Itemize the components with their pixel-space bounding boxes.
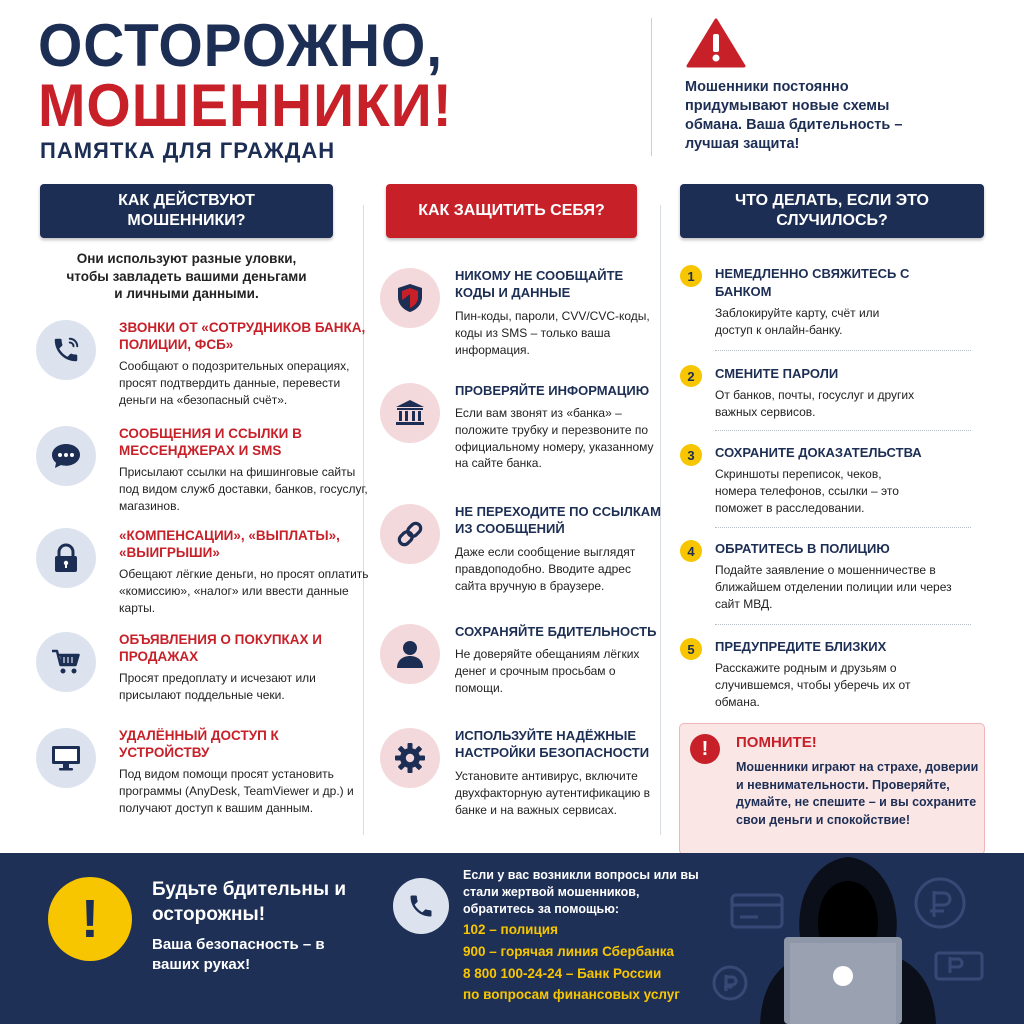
column-heading-protect	[386, 184, 637, 238]
footer-help-line: по вопросам финансовых услуг	[463, 987, 680, 1002]
protect-item-text: Пин-коды, пароли, CVV/CVC-коды, коды из SMS – только ваша информация.	[455, 309, 650, 357]
footer-slogan-sub: Ваша безопасность – в ваших руках!	[152, 936, 325, 973]
remember-text: Мошенники играют на страхе, доверии и невнимательности. Проверяйте, думайте, не спешите – и вы сохраните свои деньги и спокойствие!	[736, 760, 979, 827]
step-number: 4	[680, 540, 702, 562]
page-title-line2: МОШЕННИКИ!	[38, 72, 453, 139]
gear-icon	[380, 728, 440, 788]
column-heading-what-to-do-text: ЧТО ДЕЛАТЬ, ЕСЛИ ЭТО СЛУЧИЛОСЬ?	[735, 192, 929, 229]
how-item-text: Обещают лёгкие деньги, но просят оплатить «комиссию», «налог» или ввести данные карты.	[119, 567, 369, 615]
how-item-text: Сообщают о подозрительных операциях, просят подтвердить данные, перевести деньги на «безопасный счёт».	[119, 359, 350, 407]
protect-item-title: НИКОМУ НЕ СООБЩАЙТЕ КОДЫ И ДАННЫЕ	[455, 268, 624, 300]
how-item-title: «КОМПЕНСАЦИИ», «ВЫПЛАТЫ», «ВЫИГРЫШИ»	[119, 528, 340, 560]
page-subtitle: ПАМЯТКА ДЛЯ ГРАЖДАН	[40, 138, 336, 163]
protect-item-text: Не доверяйте обещаниям лёгких денег и срочным просьбам о помощи.	[455, 647, 640, 695]
column-heading-how-text: КАК ДЕЙСТВУЮТ МОШЕННИКИ?	[118, 192, 255, 229]
step-title: НЕМЕДЛЕННО СВЯЖИТЕСЬ С БАНКОМ	[715, 266, 910, 299]
protect-item-text: Если вам звонят из «банка» – положите трубку и перезвоните по официальному номеру, указанному на сайте банка.	[455, 406, 654, 471]
header-note: Мошенники постоянно придумывают новые схемы обмана. Ваша бдительность – лучшая защита!	[685, 79, 903, 152]
how-item-title: УДАЛЁННЫЙ ДОСТУП К УСТРОЙСТВУ	[119, 728, 279, 760]
protect-item-title: ИСПОЛЬЗУЙТЕ НАДЁЖНЫЕ НАСТРОЙКИ БЕЗОПАСНОСТИ	[455, 728, 650, 760]
footer-help-line: 900 – горячая линия Сбербанка	[463, 944, 675, 959]
footer-help-line: 8 800 100-24-24 – Банк России	[463, 966, 662, 981]
how-item-title: СООБЩЕНИЯ И ССЫЛКИ В МЕССЕНДЖЕРАХ И SMS	[119, 426, 302, 458]
chat-bubble-icon	[36, 426, 96, 486]
lock-icon	[36, 528, 96, 588]
person-icon	[380, 624, 440, 684]
remember-box	[679, 723, 985, 855]
step-separator	[715, 350, 971, 351]
monitor-icon	[36, 728, 96, 788]
column-heading-protect-text: КАК ЗАЩИТИТЬ СЕБЯ?	[418, 202, 605, 219]
step-title: СОХРАНИТЕ ДОКАЗАТЕЛЬСТВА	[715, 445, 922, 460]
step-text: От банков, почты, госуслуг и других важных сервисов.	[715, 388, 915, 419]
phone-icon	[36, 320, 96, 380]
step-number: 1	[680, 265, 702, 287]
step-text: Расскажите родным и друзьям о случившемся, чтобы уберечь их от обмана.	[715, 661, 911, 709]
step-separator	[715, 527, 971, 528]
step-title: ОБРАТИТЕСЬ В ПОЛИЦИЮ	[715, 541, 890, 556]
step-title: ПРЕДУПРЕДИТЕ БЛИЗКИХ	[715, 639, 887, 654]
header-divider	[651, 18, 652, 156]
step-separator	[715, 624, 971, 625]
step-separator	[715, 430, 971, 431]
shopping-cart-icon	[36, 632, 96, 692]
how-intro: Они используют разные уловки, чтобы завладеть вашими деньгами и личными данными.	[66, 251, 307, 302]
exclamation-circle-icon: !	[48, 877, 132, 961]
warning-triangle-icon	[686, 18, 746, 68]
step-number: 2	[680, 365, 702, 387]
protect-item-title: СОХРАНЯЙТЕ БДИТЕЛЬНОСТЬ	[455, 624, 657, 639]
footer-phone-icon	[393, 878, 449, 934]
step-number: 3	[680, 444, 702, 466]
footer-help-line: 102 – полиция	[463, 922, 558, 937]
how-item-text: Присылают ссылки на фишинговые сайты под видом служб доставки, банков, госуслуг, магазинов.	[119, 465, 368, 513]
column-heading-how	[40, 184, 333, 238]
bank-icon	[380, 383, 440, 443]
step-text: Заблокируйте карту, счёт или доступ к онлайн-банку.	[715, 306, 880, 337]
footer-bar	[0, 853, 1024, 1024]
footer-slogan: Будьте бдительны и осторожны!	[152, 879, 347, 925]
remember-title: ПОМНИТЕ!	[736, 734, 817, 751]
hacker-illustration	[700, 853, 1024, 1024]
step-text: Подайте заявление о мошенничестве в ближайшем отделении полиции или через сайт МВД.	[715, 563, 952, 611]
protect-item-text: Даже если сообщение выглядят правдоподобно. Вводите адрес сайта вручную в браузере.	[455, 545, 636, 593]
step-number: 5	[680, 638, 702, 660]
how-item-text: Под видом помощи просят установить программы (AnyDesk, TeamViewer и др.) и получают доступ к вашим данным.	[119, 767, 354, 815]
how-item-title: ЗВОНКИ ОТ «СОТРУДНИКОВ БАНКА, ПОЛИЦИИ, ФСБ»	[119, 320, 366, 352]
footer-help-text: Если у вас возникли вопросы или вы стали жертвой мошенников, обратитесь за помощью:	[463, 868, 699, 916]
exclamation-icon: !	[690, 734, 720, 764]
protect-item-title: НЕ ПЕРЕХОДИТЕ ПО ССЫЛКАМ ИЗ СООБЩЕНИЙ	[455, 504, 661, 536]
shield-icon	[380, 268, 440, 328]
protect-item-text: Установите антивирус, включите двухфакторную аутентификацию в банке и на важных сервисах.	[455, 769, 651, 817]
how-item-title: ОБЪЯВЛЕНИЯ О ПОКУПКАХ И ПРОДАЖАХ	[119, 632, 322, 664]
protect-item-title: ПРОВЕРЯЙТЕ ИНФОРМАЦИЮ	[455, 383, 650, 398]
step-text: Скриншоты переписок, чеков, номера телефонов, ссылки – это поможет в расследовании.	[715, 467, 899, 515]
how-item-text: Просят предоплату и исчезают или присылают поддельные чеки.	[119, 671, 316, 702]
step-title: СМЕНИТЕ ПАРОЛИ	[715, 366, 839, 381]
link-icon	[380, 504, 440, 564]
column-heading-what-to-do	[680, 184, 984, 238]
page-title-line1: ОСТОРОЖНО,	[38, 12, 444, 79]
